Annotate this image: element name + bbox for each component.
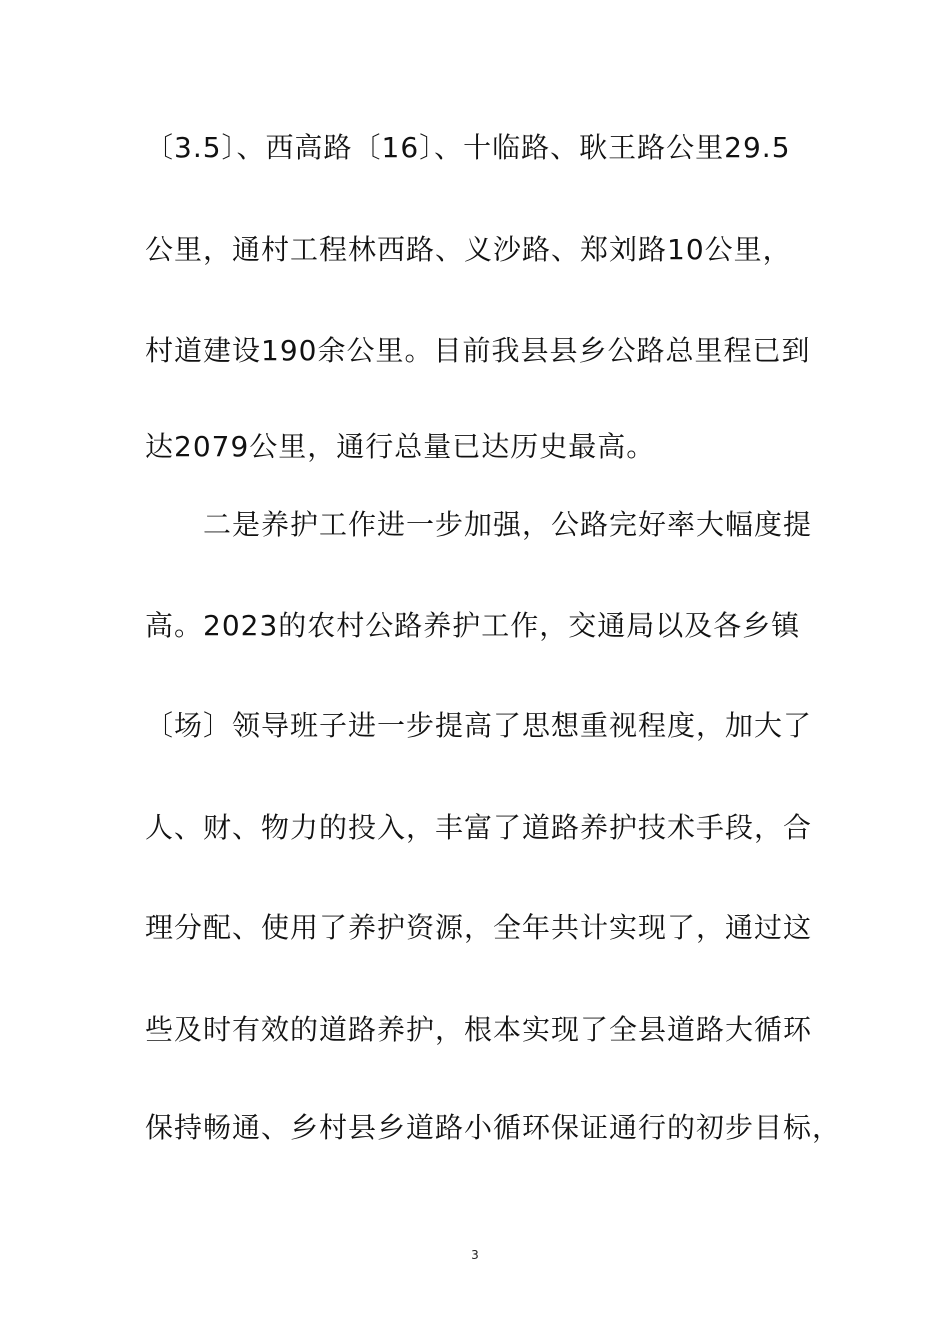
text-line-2: 公里，通村工程林西路、义沙路、郑刘路10公里， [145, 233, 792, 266]
text-line-6: 高。2023的农村公路养护工作，交通局以及各乡镇 [145, 609, 801, 642]
text-line-10: 些及时有效的道路养护，根本实现了全县道路大循环 [145, 1013, 813, 1046]
text-line-4: 达2079公里，通行总量已达历史最高。 [145, 430, 656, 463]
paragraph-start-line: 二是养护工作进一步加强，公路完好率大幅度提 [203, 508, 813, 541]
text-line-9: 理分配、使用了养护资源，全年共计实现了，通过这 [145, 911, 813, 944]
page-number: 3 [471, 1248, 479, 1262]
text-line-7: 〔场〕领导班子进一步提高了思想重视程度，加大了 [145, 709, 813, 742]
text-line-1: 〔3.5〕、西高路〔16〕、十临路、耿王路公里29.5 [145, 131, 791, 164]
text-line-11: 保持畅通、乡村县乡道路小循环保证通行的初步目标， [145, 1111, 842, 1144]
text-line-3: 村道建设190余公里。目前我县县乡公路总里程已到 [145, 334, 811, 367]
text-line-8: 人、财、物力的投入，丰富了道路养护技术手段，合 [145, 811, 813, 844]
